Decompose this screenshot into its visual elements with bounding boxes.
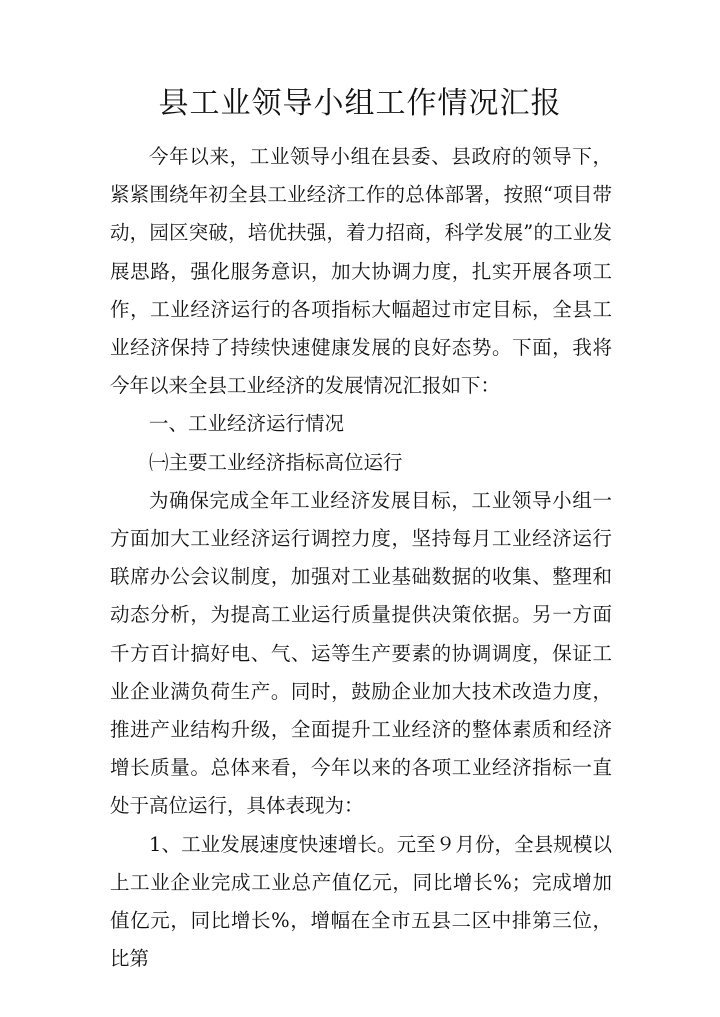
paragraph-intro: 今年以来，工业领导小组在县委、县政府的领导下，紧紧围绕年初全县工业经济工作的总体部署，按照“项目带动，园区突破，培优扶强，着力招商，科学发展”的工业发展思路，强化服务意识，加大协调力度，扎实开展各项工作，工业经济运行的各项指标大幅超过市定目标，全县工业经济保持了持续快速健康发展的良好态势。下面，我将今年以来全县工业经济的发展情况汇报如下： (110, 145, 612, 398)
section-heading-1: 一、工业经济运行情况 (149, 412, 345, 436)
document-title: 县工业领导小组工作情况汇报 (158, 86, 562, 121)
paragraph-measures: 为确保完成全年工业经济发展目标，工业领导小组一方面加大工业经济运行调控力度，坚持每月工业经济运行联席办公会议制度，加强对工业基础数据的收集、整理和动态分析，为提高工业运行质量提供决策依据。另一方面千方百计搞好电、气、运等生产要素的协调调度，保证工业企业满负荷生产。同时，鼓励企业加大技术改造力度，推进产业结构升级，全面提升工业经济的整体素质和经济增长质量。总体来看，今年以来的各项工业经济指标一直处于高位运行，具体表现为： (110, 488, 612, 818)
document-body (110, 138, 612, 978)
subsection-heading-1: ㈠主要工业经济指标高位运行 (149, 450, 403, 474)
paragraph-growth: 1、工业发展速度快速增长。元至９月份，全县规模以上工业企业完成工业总产值亿元，同比增长%；完成增加值亿元，同比增长%，增幅在全市五县二区中排第三位，比第 (110, 832, 612, 971)
